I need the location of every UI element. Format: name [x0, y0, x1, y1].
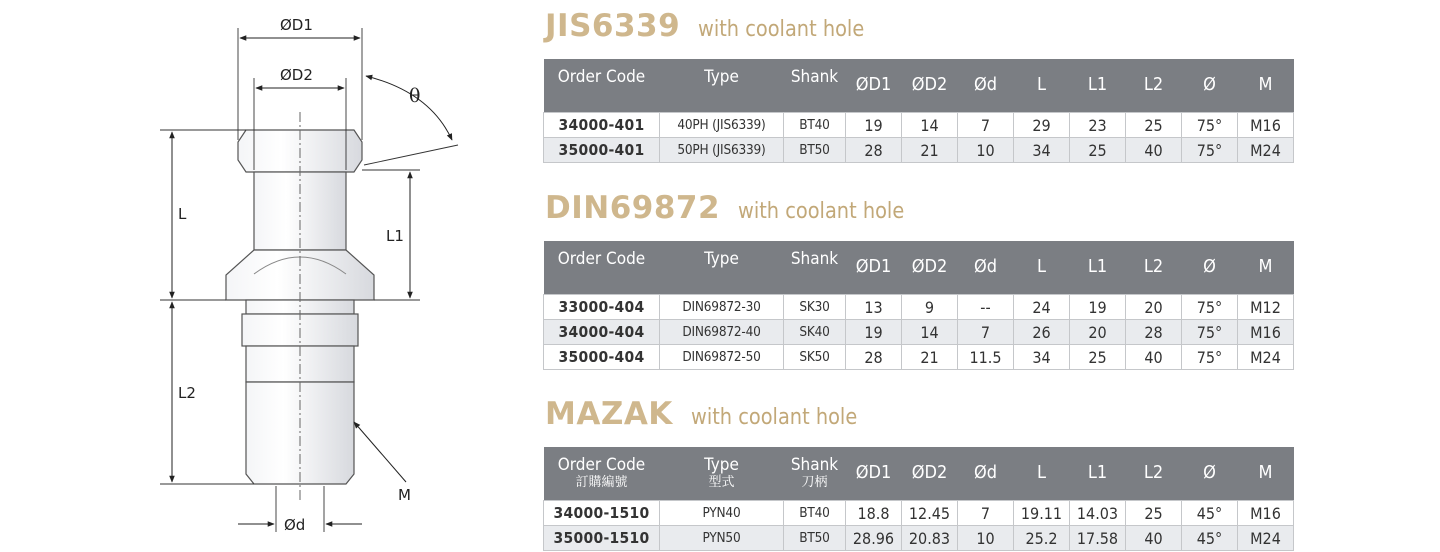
table-row: [544, 345, 1294, 370]
table-cell: 14: [902, 113, 958, 138]
column-header-label: L: [1036, 256, 1047, 277]
column-header-label: Ød: [973, 74, 998, 95]
table-cell: M24: [1238, 138, 1294, 163]
table-cell: 40: [1126, 345, 1182, 370]
column-header-label: Order Code: [557, 249, 646, 269]
column-header-chinese: 型式: [708, 475, 735, 490]
table-cell: 12.45: [902, 501, 958, 526]
column-header: [958, 447, 1014, 501]
section-code: MAZAK: [545, 396, 673, 432]
table-cell: 75°: [1182, 138, 1238, 163]
table-cell: 75°: [1182, 345, 1238, 370]
label-l2: L2: [178, 384, 196, 402]
column-header: [846, 241, 902, 295]
column-header-label: Type: [704, 455, 739, 475]
table-cell: M16: [1238, 113, 1294, 138]
table-cell: M16: [1238, 501, 1294, 526]
column-header-label: Ø: [1203, 74, 1216, 95]
table-cell: 23: [1070, 113, 1126, 138]
label-l: L: [178, 205, 187, 223]
table-cell: 29: [1014, 113, 1070, 138]
column-header-label: Order Code: [557, 455, 646, 475]
column-header-label: L1: [1087, 74, 1108, 95]
table-cell: 7: [958, 320, 1014, 345]
table-cell: 50PH (JIS6339): [660, 138, 784, 163]
spec-table-jis6339: [543, 59, 1294, 163]
table-cell: 40: [1126, 526, 1182, 551]
table-header-row: [544, 59, 1294, 113]
column-header: [1182, 447, 1238, 501]
table-cell: 45°: [1182, 526, 1238, 551]
column-header-label: L2: [1143, 74, 1164, 95]
column-header: [902, 241, 958, 295]
label-m: M: [398, 486, 411, 504]
column-header: [1070, 59, 1126, 113]
table-cell: 34: [1014, 138, 1070, 163]
table-cell: PYN50: [660, 526, 784, 551]
table-cell: 17.58: [1070, 526, 1126, 551]
column-header: [902, 59, 958, 113]
table-cell: 75°: [1182, 320, 1238, 345]
column-header-chinese: 訂購編號: [575, 475, 628, 490]
column-header-label: Shank: [790, 67, 839, 87]
table-cell: BT50: [784, 138, 846, 163]
table-cell: 7: [958, 501, 1014, 526]
column-header: [1126, 447, 1182, 501]
label-l1: L1: [386, 227, 404, 245]
column-header: [1070, 241, 1126, 295]
column-header-label: ØD2: [911, 74, 948, 95]
table-cell: 19: [846, 113, 902, 138]
table-cell: 45°: [1182, 501, 1238, 526]
table-row: [544, 320, 1294, 345]
table-cell: 11.5: [958, 345, 1014, 370]
table-cell: 20: [1070, 320, 1126, 345]
table-cell: 25.2: [1014, 526, 1070, 551]
column-header: [660, 241, 784, 295]
section-subtitle: with coolant hole: [738, 199, 905, 224]
column-header: [1014, 59, 1070, 113]
table-cell: M24: [1238, 526, 1294, 551]
column-header-label: M: [1258, 74, 1273, 95]
table-cell: SK50: [784, 345, 846, 370]
table-cell: 35000-401: [544, 138, 660, 163]
table-cell: 21: [902, 138, 958, 163]
column-header: [1238, 59, 1294, 113]
table-header-row: [544, 241, 1294, 295]
section-code: DIN69872: [545, 190, 721, 226]
column-header-label: Type: [704, 249, 739, 269]
column-header: [784, 241, 846, 295]
column-header-label: Order Code: [557, 67, 646, 87]
column-header-label: ØD2: [911, 256, 948, 277]
column-header: [660, 59, 784, 113]
table-cell: 10: [958, 138, 1014, 163]
table-cell: SK30: [784, 295, 846, 320]
table-cell: 35000-404: [544, 345, 660, 370]
column-header-label: M: [1258, 256, 1273, 277]
column-header: [958, 59, 1014, 113]
column-header: [784, 59, 846, 113]
label-d1: ØD1: [280, 16, 313, 34]
table-cell: 26: [1014, 320, 1070, 345]
spec-table-mazak: [543, 447, 1294, 551]
table-cell: 24: [1014, 295, 1070, 320]
table-header-row: [544, 447, 1294, 501]
column-header: [544, 59, 660, 113]
table-cell: 13: [846, 295, 902, 320]
label-d2: ØD2: [280, 66, 313, 84]
section-title-jis6339: [545, 8, 887, 44]
table-cell: M24: [1238, 345, 1294, 370]
table-cell: 25: [1070, 345, 1126, 370]
spec-table-din69872: [543, 241, 1294, 370]
table-row: [544, 295, 1294, 320]
column-header: [1182, 241, 1238, 295]
column-header-label: ØD2: [911, 462, 948, 483]
column-header-label: Ø: [1203, 256, 1216, 277]
table-cell: 33000-404: [544, 295, 660, 320]
table-cell: 34000-401: [544, 113, 660, 138]
table-cell: 21: [902, 345, 958, 370]
column-header-label: Ø: [1203, 462, 1216, 483]
table-cell: BT40: [784, 501, 846, 526]
table-cell: 34000-1510: [544, 501, 660, 526]
column-header: [544, 241, 660, 295]
table-cell: 28.96: [846, 526, 902, 551]
column-header: [958, 241, 1014, 295]
table-cell: 25: [1126, 501, 1182, 526]
table-cell: 14: [902, 320, 958, 345]
table-row: [544, 526, 1294, 551]
column-header: [1126, 59, 1182, 113]
table-cell: M16: [1238, 320, 1294, 345]
table-cell: BT40: [784, 113, 846, 138]
column-header: [846, 59, 902, 113]
table-cell: 7: [958, 113, 1014, 138]
table-row: [544, 501, 1294, 526]
label-d: Ød: [284, 516, 306, 534]
table-cell: SK40: [784, 320, 846, 345]
column-header-label: Shank: [790, 455, 839, 475]
column-header: [846, 447, 902, 501]
column-header: [1070, 447, 1126, 501]
table-cell: 19.11: [1014, 501, 1070, 526]
table-cell: 18.8: [846, 501, 902, 526]
section-title-din69872: [545, 190, 927, 226]
table-cell: 34: [1014, 345, 1070, 370]
table-cell: PYN40: [660, 501, 784, 526]
column-header-chinese: 刀柄: [801, 475, 828, 490]
table-cell: 75°: [1182, 113, 1238, 138]
table-cell: 14.03: [1070, 501, 1126, 526]
table-row: [544, 113, 1294, 138]
table-cell: DIN69872-50: [660, 345, 784, 370]
table-cell: 20: [1126, 295, 1182, 320]
column-header: [784, 447, 846, 501]
column-header: [1182, 59, 1238, 113]
table-cell: 19: [1070, 295, 1126, 320]
table-cell: 19: [846, 320, 902, 345]
column-header: [902, 447, 958, 501]
table-cell: 40PH (JIS6339): [660, 113, 784, 138]
column-header-label: ØD1: [855, 256, 892, 277]
table-cell: 40: [1126, 138, 1182, 163]
column-header-label: Ød: [973, 256, 998, 277]
pull-stud-drawing: [0, 0, 520, 552]
column-header: [1126, 241, 1182, 295]
table-cell: DIN69872-40: [660, 320, 784, 345]
table-cell: 28: [846, 345, 902, 370]
table-cell: 10: [958, 526, 1014, 551]
table-cell: 25: [1070, 138, 1126, 163]
column-header-label: L1: [1087, 462, 1108, 483]
column-header-label: L2: [1143, 462, 1164, 483]
column-header-label: L1: [1087, 256, 1108, 277]
table-cell: 34000-404: [544, 320, 660, 345]
table-cell: 25: [1126, 113, 1182, 138]
table-cell: 9: [902, 295, 958, 320]
column-header-label: ØD1: [855, 74, 892, 95]
column-header: [1238, 241, 1294, 295]
column-header: [660, 447, 784, 501]
section-subtitle: with coolant hole: [690, 405, 858, 430]
table-row: [544, 138, 1294, 163]
column-header: [1014, 447, 1070, 501]
column-header: [1014, 241, 1070, 295]
table-cell: 20.83: [902, 526, 958, 551]
table-cell: 28: [1126, 320, 1182, 345]
column-header: [1238, 447, 1294, 501]
column-header-label: L2: [1143, 256, 1164, 277]
column-header-label: L: [1036, 74, 1047, 95]
section-title-mazak: [545, 396, 880, 432]
column-header-label: Shank: [790, 249, 839, 269]
table-cell: DIN69872-30: [660, 295, 784, 320]
table-cell: M12: [1238, 295, 1294, 320]
table-cell: 35000-1510: [544, 526, 660, 551]
column-header-label: ØD1: [855, 462, 892, 483]
column-header-label: Type: [704, 67, 739, 87]
table-cell: --: [958, 295, 1014, 320]
section-subtitle: with coolant hole: [698, 17, 865, 42]
label-theta: θ: [409, 85, 421, 107]
table-cell: BT50: [784, 526, 846, 551]
column-header-label: Ød: [973, 462, 998, 483]
column-header: [544, 447, 660, 501]
column-header-label: L: [1036, 462, 1047, 483]
table-cell: 75°: [1182, 295, 1238, 320]
section-code: JIS6339: [545, 8, 681, 44]
column-header-label: M: [1258, 462, 1273, 483]
table-cell: 28: [846, 138, 902, 163]
